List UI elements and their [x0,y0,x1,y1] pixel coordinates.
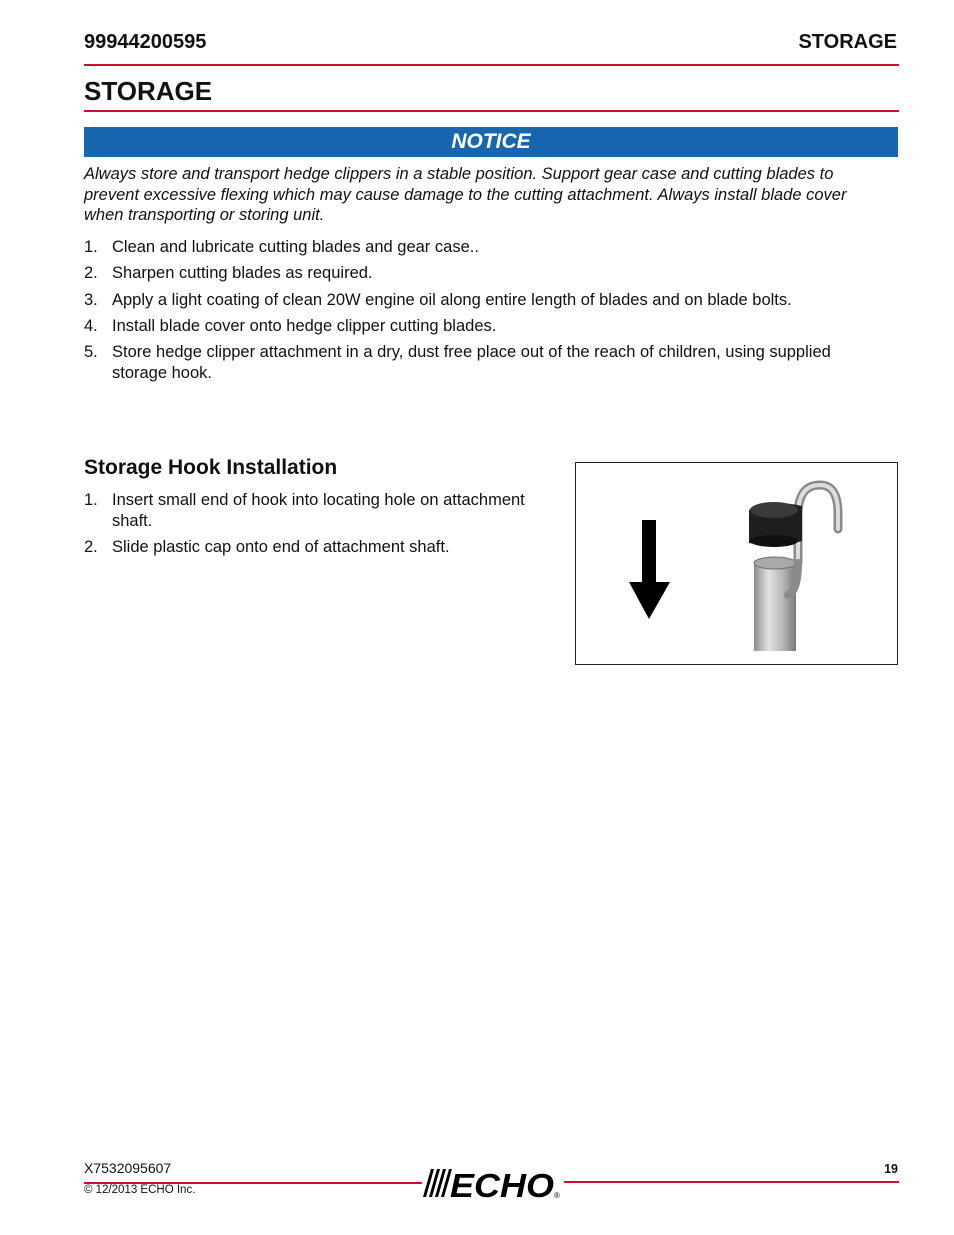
footer-copyright: © 12/2013 ECHO Inc. [84,1184,196,1196]
storage-hook-figure [575,462,898,665]
storage-hook-illustration [576,463,897,664]
list-item [84,290,874,311]
svg-text:®: ® [554,1191,560,1200]
notice-banner [84,127,898,157]
list-item [84,316,874,337]
step-text: Slide plastic cap onto end of attachment shaft. [112,538,450,557]
header-section: STORAGE [798,31,897,53]
echo-logo-icon [420,1165,565,1201]
step-number: 1. [84,238,98,256]
step-number: 5. [84,343,98,362]
title-rule [84,110,899,112]
hook-steps-list [84,490,554,564]
notice-text: Always store and transport hedge clippers in a stable position. Support gear case and cutting blades to prevent excessive flexing which may cause damage to the cutting attachment. Always install blade cover when transporting or storing unit. [84,165,847,225]
step-text: Store hedge clipper attachment in a dry, dust free place out of the reach of children, using supplied storage hook. [112,343,831,382]
step-number: 2. [84,264,98,283]
list-item [84,490,554,531]
echo-logo [420,1165,565,1206]
step-text: Sharpen cutting blades as required. [112,264,373,283]
page-title: STORAGE [84,76,213,106]
list-item [84,342,874,383]
footer-rule-right [564,1181,899,1183]
list-item [84,263,874,284]
svg-text:ECHO: ECHO [450,1167,555,1201]
step-number: 3. [84,290,98,309]
down-arrow-icon [629,520,670,619]
list-item [84,237,874,258]
header-part-number: 99944200595 [84,31,207,53]
step-number: 2. [84,538,98,557]
shaft-icon [754,557,796,651]
step-text: Insert small end of hook into locating hole on attachment shaft. [112,491,525,530]
notice-label: NOTICE [451,130,531,153]
step-text: Clean and lubricate cutting blades and gear case.. [112,238,479,256]
section-title-storage-hook: Storage Hook Installation [84,456,338,479]
list-item [84,537,554,558]
step-text: Install blade cover onto hedge clipper cutting blades. [112,316,497,335]
page-number: 19 [884,1162,898,1176]
step-number: 1. [84,491,98,509]
step-number: 4. [84,316,98,335]
step-text: Apply a light coating of clean 20W engine oil along entire length of blades and on blade bolts. [112,290,792,309]
plastic-cap-icon [749,502,802,547]
storage-steps-list [84,237,874,389]
header-rule [84,64,899,66]
footer-doc-id: X7532095607 [84,1160,172,1176]
